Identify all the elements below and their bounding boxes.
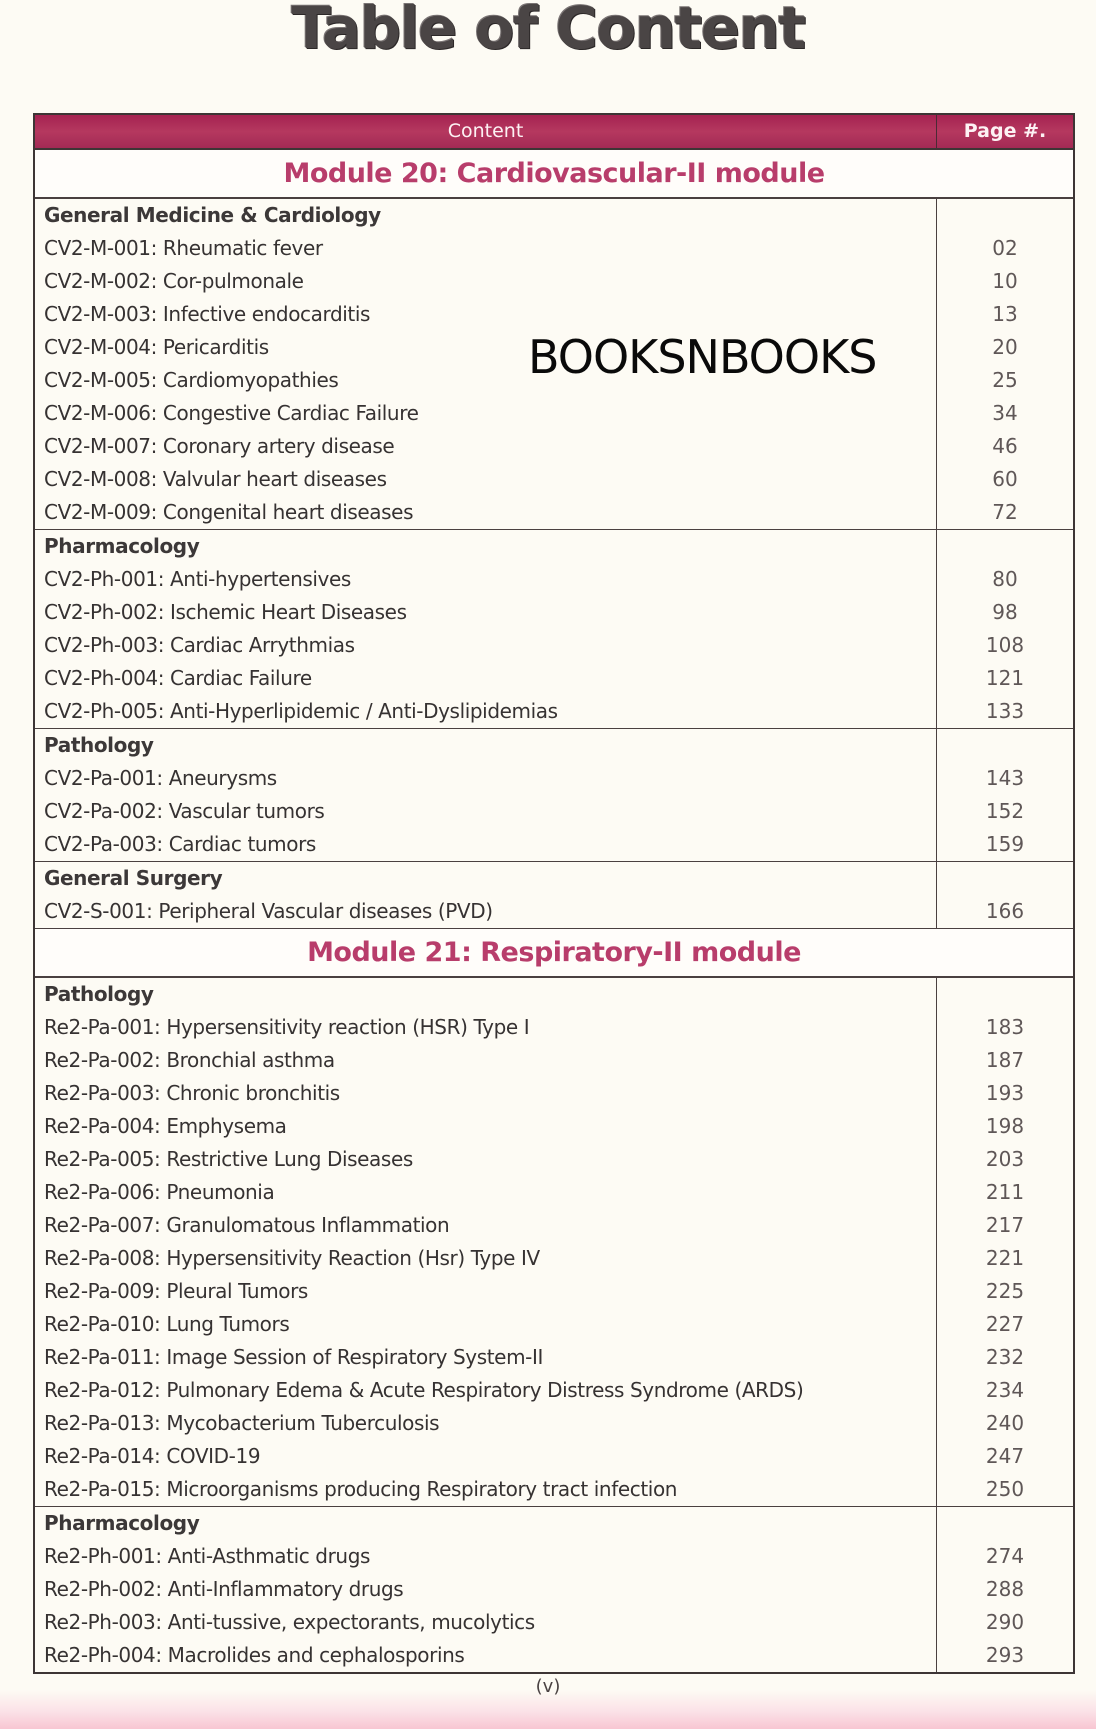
toc-entry[interactable]: CV2-M-003: Infective endocarditis — [44, 302, 371, 326]
toc-entry[interactable]: CV2-Pa-003: Cardiac tumors — [44, 832, 316, 856]
header-page-column: Page #. — [963, 120, 1047, 142]
module-row — [35, 929, 1073, 978]
toc-entry[interactable]: Re2-Ph-003: Anti-tussive, expectorants, mucolytics — [44, 1610, 535, 1634]
toc-entry[interactable]: Re2-Pa-001: Hypersensitivity reaction (HSR) Type I — [44, 1015, 530, 1039]
toc-page-number[interactable]: 288 — [985, 1577, 1025, 1601]
toc-page-number[interactable]: 247 — [985, 1444, 1025, 1468]
section-content-cell — [35, 1507, 937, 1672]
page-num-spacer — [937, 729, 1073, 762]
toc-page-number[interactable]: 60 — [992, 467, 1018, 491]
toc-entry[interactable]: CV2-M-001: Rheumatic fever — [44, 236, 323, 260]
page-folio: (v) — [535, 1676, 561, 1697]
section-heading: General Surgery — [44, 866, 223, 890]
toc-page-number[interactable]: 108 — [985, 633, 1025, 657]
section-heading: Pathology — [44, 733, 154, 757]
toc-page-number[interactable]: 234 — [985, 1378, 1025, 1402]
module-title: Module 21: Respiratory-II module — [307, 937, 801, 968]
toc-entry[interactable]: Re2-Pa-015: Microorganisms producing Respiratory tract infection — [44, 1477, 678, 1501]
section-pages-cell — [937, 199, 1073, 529]
toc-page-number[interactable]: 290 — [985, 1610, 1025, 1634]
toc-page-number[interactable]: 293 — [985, 1643, 1025, 1667]
toc-entry[interactable]: Re2-Pa-013: Mycobacterium Tuberculosis — [44, 1411, 440, 1435]
page-num-spacer — [937, 1507, 1073, 1540]
toc-section — [35, 530, 1073, 729]
page-num-spacer — [937, 530, 1073, 563]
toc-page-number[interactable]: 227 — [985, 1312, 1025, 1336]
toc-entry[interactable]: Re2-Ph-002: Anti-Inflammatory drugs — [44, 1577, 404, 1601]
module-row — [35, 150, 1073, 199]
toc-section — [35, 978, 1073, 1507]
toc-entry[interactable]: CV2-M-008: Valvular heart diseases — [44, 467, 387, 491]
page-title: Table of Content — [291, 0, 805, 62]
page-num-spacer — [937, 862, 1073, 895]
toc-entry[interactable]: Re2-Pa-012: Pulmonary Edema & Acute Respiratory Distress Syndrome (ARDS) — [44, 1378, 804, 1402]
toc-page-number[interactable]: 193 — [985, 1081, 1025, 1105]
toc-page-number[interactable]: 20 — [992, 335, 1018, 359]
table-header — [35, 115, 1073, 150]
toc-entry[interactable]: CV2-Ph-004: Cardiac Failure — [44, 666, 312, 690]
toc-entry[interactable]: Re2-Pa-004: Emphysema — [44, 1114, 287, 1138]
toc-page-number[interactable]: 274 — [985, 1544, 1025, 1568]
toc-entry[interactable]: Re2-Pa-011: Image Session of Respiratory System-II — [44, 1345, 543, 1369]
toc-entry[interactable]: CV2-Pa-002: Vascular tumors — [44, 799, 325, 823]
toc-entry[interactable]: Re2-Pa-006: Pneumonia — [44, 1180, 275, 1204]
section-heading: General Medicine & Cardiology — [44, 203, 381, 227]
module-title: Module 20: Cardiovascular-II module — [283, 158, 825, 189]
toc-page-number[interactable]: 203 — [985, 1147, 1025, 1171]
toc-entry[interactable]: Re2-Pa-002: Bronchial asthma — [44, 1048, 335, 1072]
section-heading: Pathology — [44, 982, 154, 1006]
toc-section — [35, 729, 1073, 862]
toc-page-number[interactable]: 121 — [985, 666, 1025, 690]
toc-page-number[interactable]: 240 — [985, 1411, 1025, 1435]
toc-entry[interactable]: CV2-S-001: Peripheral Vascular diseases (PVD) — [44, 899, 493, 923]
section-pages-cell — [937, 862, 1073, 928]
page-num-spacer — [937, 978, 1073, 1011]
toc-entry[interactable]: Re2-Pa-010: Lung Tumors — [44, 1312, 290, 1336]
toc-page-number[interactable]: 198 — [985, 1114, 1025, 1138]
header-content-column: Content — [35, 115, 937, 148]
toc-entry[interactable]: CV2-Ph-002: Ischemic Heart Diseases — [44, 600, 407, 624]
toc-page-number[interactable]: 232 — [985, 1345, 1025, 1369]
toc-page-number[interactable]: 225 — [985, 1279, 1025, 1303]
toc-page-number[interactable]: 187 — [985, 1048, 1025, 1072]
toc-entry[interactable]: CV2-Ph-003: Cardiac Arrythmias — [44, 633, 355, 657]
toc-entry[interactable]: Re2-Pa-003: Chronic bronchitis — [44, 1081, 340, 1105]
toc-page-number[interactable]: 166 — [985, 899, 1025, 923]
toc-page-number[interactable]: 159 — [985, 832, 1025, 856]
section-pages-cell — [937, 530, 1073, 728]
toc-page-number[interactable]: 183 — [985, 1015, 1025, 1039]
section-content-cell — [35, 978, 937, 1506]
toc-page-number[interactable]: 143 — [985, 766, 1025, 790]
toc-entry[interactable]: CV2-Pa-001: Aneurysms — [44, 766, 277, 790]
watermark-text: BOOKSNBOOKS — [528, 330, 877, 384]
toc-entry[interactable]: CV2-M-004: Pericarditis — [44, 335, 269, 359]
toc-entry[interactable]: CV2-M-009: Congenital heart diseases — [44, 500, 414, 524]
toc-entry[interactable]: Re2-Pa-008: Hypersensitivity Reaction (Hsr) Type IV — [44, 1246, 540, 1270]
toc-entry[interactable]: CV2-Ph-001: Anti-hypertensives — [44, 567, 351, 591]
toc-page-number[interactable]: 10 — [992, 269, 1018, 293]
page-num-spacer — [937, 199, 1073, 232]
section-pages-cell — [937, 729, 1073, 861]
section-content-cell — [35, 530, 937, 728]
toc-section — [35, 1507, 1073, 1672]
toc-entry[interactable]: Re2-Ph-004: Macrolides and cephalosporins — [44, 1643, 465, 1667]
toc-entry[interactable]: Re2-Pa-014: COVID-19 — [44, 1444, 261, 1468]
toc-page-number[interactable]: 25 — [992, 368, 1018, 392]
toc-entry[interactable]: CV2-M-006: Congestive Cardiac Failure — [44, 401, 419, 425]
toc-entry[interactable]: Re2-Pa-009: Pleural Tumors — [44, 1279, 308, 1303]
toc-page-number[interactable]: 13 — [992, 302, 1018, 326]
toc-page-number[interactable]: 02 — [992, 236, 1018, 260]
toc-entry[interactable]: CV2-M-002: Cor-pulmonale — [44, 269, 304, 293]
section-pages-cell — [937, 1507, 1073, 1672]
toc-entry[interactable]: CV2-Ph-005: Anti-Hyperlipidemic / Anti-Dyslipidemias — [44, 699, 558, 723]
toc-page-number[interactable]: 80 — [992, 567, 1018, 591]
section-pages-cell — [937, 978, 1073, 1506]
toc-page-number[interactable]: 211 — [985, 1180, 1025, 1204]
section-content-cell — [35, 862, 937, 928]
section-heading: Pharmacology — [44, 1511, 200, 1535]
section-heading: Pharmacology — [44, 534, 200, 558]
toc-page-number[interactable]: 133 — [985, 699, 1025, 723]
toc-entry[interactable]: Re2-Pa-007: Granulomatous Inflammation — [44, 1213, 450, 1237]
toc-page-number[interactable]: 72 — [992, 500, 1018, 524]
toc-entry[interactable]: Re2-Ph-001: Anti-Asthmatic drugs — [44, 1544, 371, 1568]
toc-page-number[interactable]: 98 — [992, 600, 1018, 624]
toc-entry[interactable]: Re2-Pa-005: Restrictive Lung Diseases — [44, 1147, 413, 1171]
toc-page-number[interactable]: 34 — [992, 401, 1018, 425]
toc-entry[interactable]: CV2-M-005: Cardiomyopathies — [44, 368, 339, 392]
toc-section — [35, 862, 1073, 929]
toc-entry[interactable]: CV2-M-007: Coronary artery disease — [44, 434, 395, 458]
toc-page-number[interactable]: 152 — [985, 799, 1025, 823]
toc-page-number[interactable]: 46 — [992, 434, 1018, 458]
toc-page-number[interactable]: 221 — [985, 1246, 1025, 1270]
toc-page-number[interactable]: 250 — [985, 1477, 1025, 1501]
section-content-cell — [35, 729, 937, 861]
toc-page-number[interactable]: 217 — [985, 1213, 1025, 1237]
